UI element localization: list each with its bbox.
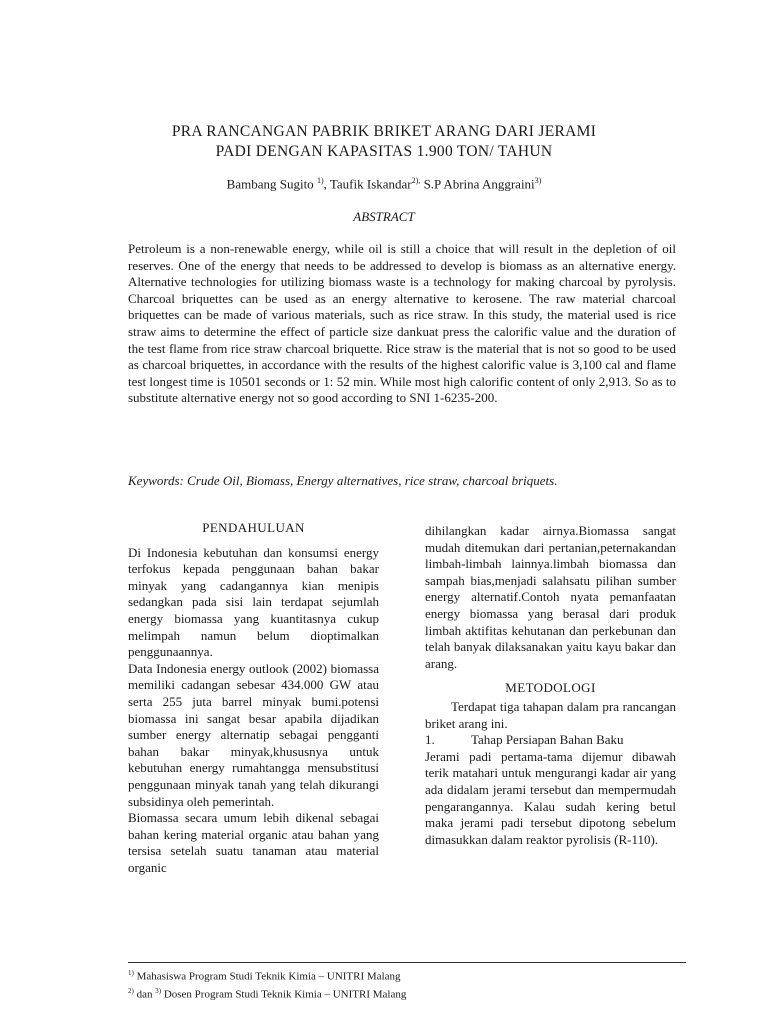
abstract-heading: ABSTRACT [353,209,415,224]
footnote-2-conjunction: dan [136,988,153,1001]
footnote-2-text: Dosen Program Studi Teknik Kimia – UNITRI Malang [163,988,407,1001]
section-heading-pendahuluan: PENDAHULUAN [202,520,305,535]
paper-title [100,122,668,162]
author-1-affiliation: 1) [316,176,324,185]
author-3-affiliation: 3) [534,176,542,185]
footnote-2 [128,984,406,1002]
keywords: Keywords: Crude Oil, Biomass, Energy alternatives, rice straw, charcoal briquets. [128,473,558,488]
title-line-2: PADI DENGAN KAPASITAS 1.900 TON/ TAHUN [215,143,553,160]
footnote-2-marker: 2) [128,986,134,995]
title-line-1: PRA RANCANGAN PABRIK BRIKET ARANG DARI JERAMI [171,123,597,140]
paragraph: Di Indonesia kebutuhan dan konsumsi energy terfokus kepada penggunaan bahan bakar minyak yang cadangannya kian menipis sedangkan pada sisi lain terdapat sejumlah energy biomassa yang kuantitasnya cukup melimpah namun belum dioptimalkan penggunaannya. [128,544,379,660]
abstract-body: Petroleum is a non-renewable energy, while oil is still a choice that will result in the depletion of oil reserves. One of the energy that needs to be addressed to develop is biomass as an alternative energy. Alternative technologies for utilizing biomass waste is a technology for making charcoal by pyrolysis. Charcoal briquettes can be used as an energy alternative to kerosene. The raw material charcoal briquettes can be made of various materials, such as rice straw. In this study, the material used is rice straw aims to determine the effect of particle size dankuat press the calorific value and the duration of the test flame from rice straw charcoal briquette. Rice straw is the material that is not so good to be used as charcoal briquettes, in accordance with the results of the highest calorific value is 3,100 cal and flame test longest time is 10501 seconds or 1: 52 min. While most high calorific content of only 2,913. So as to substitute alternative energy not so good according to SNI 1-6235-200. [128,241,676,406]
section-heading-metodologi: METODOLOGI [505,680,596,696]
author-2-affiliation: 2), [411,176,421,185]
author-list: Bambang Sugito $^{1)}$, Taufik Iskandar$^{2),}$ S.P Abrina Anggraini$^{3)}$ [226,176,542,192]
paragraph: Data Indonesia energy outlook (2002) biomassa memiliki cadangan sebesar 434.000 GW atau serta 255 juta barrel minyak bumi.potensi biomassa ini sangat besar apabila dijadikan sumber energy alternatip sebagai pengganti bahan bakar minyak,khususnya untuk kebutuhan energy rumahtangga mensubstitusi penggunaan minyak tanah yang telah dikurangi subsidinya oleh pemerintah. [128,660,379,809]
footnotes [128,966,406,1001]
footnote-1-text: Mahasiswa Program Studi Teknik Kimia – UNITRI Malang [136,970,401,983]
author-1-name: Bambang Sugito [226,176,314,192]
left-column [128,520,379,876]
paragraph: dihilangkan kadar airnya.Biomassa sangat mudah ditemukan dari pertanian,peternakandan limbah-limbah lainnya.limbah biomassa dan sampah bias,menjadi salahsatu pilihan sumber energy alternatif.Contoh nyata pemanfaatan energy biomassa yang berasal dari produk limbah aktifitas kehutanan dan perkebunan dan telah banyak dilaksanakan yaitu kayu bakar dan arang. [425,523,676,671]
author-2-name: Taufik Iskandar [329,176,412,192]
step-heading [425,732,676,749]
footnote-3-marker: 3) [155,986,162,995]
right-column [425,523,676,848]
paragraph: Jerami padi pertama-tama dijemur dibawah terik matahari untuk mengurangi kadar air yang ada didalam jerami tersebut dan mempermudah pengarangannya. Kalau sudah kering betul maka jerami padi tersebut dipotong sebelum dimasukkan dalam reaktor pyrolisis (R-110). [425,748,676,847]
footnote-1 [128,966,406,984]
paragraph: Terdapat tiga tahapan dalam pra rancangan briket arang ini. [425,698,676,731]
paragraph: Biomassa secara umum lebih dikenal sebagai bahan kering material organic atau bahan yang tersisa setelah suatu tanaman atau material organic [128,810,379,875]
step-title: Tahap Persiapan Bahan Baku [471,732,624,748]
author-3-name: S.P Abrina Anggraini [423,176,535,192]
step-number: 1. [425,732,435,748]
footnote-1-marker: 1) [128,969,134,977]
footnote-divider [128,962,686,963]
